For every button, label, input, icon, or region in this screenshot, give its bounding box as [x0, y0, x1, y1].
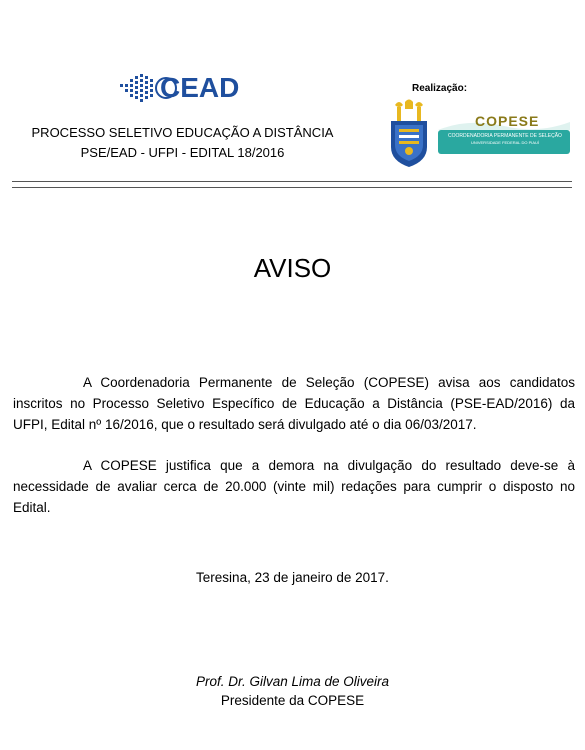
- signatory-name: Prof. Dr. Gilvan Lima de Oliveira: [195, 674, 390, 689]
- place-and-date: Teresina, 23 de janeiro de 2017.: [196, 570, 389, 585]
- document-header: [0, 0, 585, 190]
- notice-paragraph-2: A COPESE justifica que a demora na divulgação do resultado deve-se à necessidade de avaliar cerca de 20.000 (vinte mil) redações para cumprir o disposto no Edital.: [13, 458, 575, 515]
- notice-paragraph-1: A Coordenadoria Permanente de Seleção (COPESE) avisa aos candidatos inscritos no Processo Seletivo Específico de Educação a Distância (PSE-EAD/2016) da UFPI, Edital nº 16/2016, que o resultado será divulgado até o dia 06/03/2017.: [13, 375, 575, 432]
- header-divider-top: [12, 181, 572, 182]
- notice-title: AVISO: [253, 253, 332, 283]
- copese-logo-subtitle2: UNIVERSIDADE FEDERAL DO PIAUÍ: [470, 140, 540, 145]
- process-title: PROCESSO SELETIVO EDUCAÇÃO A DISTÂNCIA: [31, 125, 334, 140]
- copese-logo-subtitle: COORDENADORIA PERMANENTE DE SELEÇÃO: [448, 133, 562, 139]
- realizacao-label: Realização:: [412, 83, 468, 94]
- signatory-role: Presidente da COPESE: [220, 693, 365, 708]
- cead-logo-text: CEAD: [160, 72, 240, 103]
- ufpi-crest-icon: [385, 99, 433, 169]
- header-divider-bottom: [12, 187, 572, 188]
- edital-reference: PSE/EAD - UFPI - EDITAL 18/2016: [80, 145, 285, 160]
- copese-logo-text: COPESE: [475, 113, 540, 129]
